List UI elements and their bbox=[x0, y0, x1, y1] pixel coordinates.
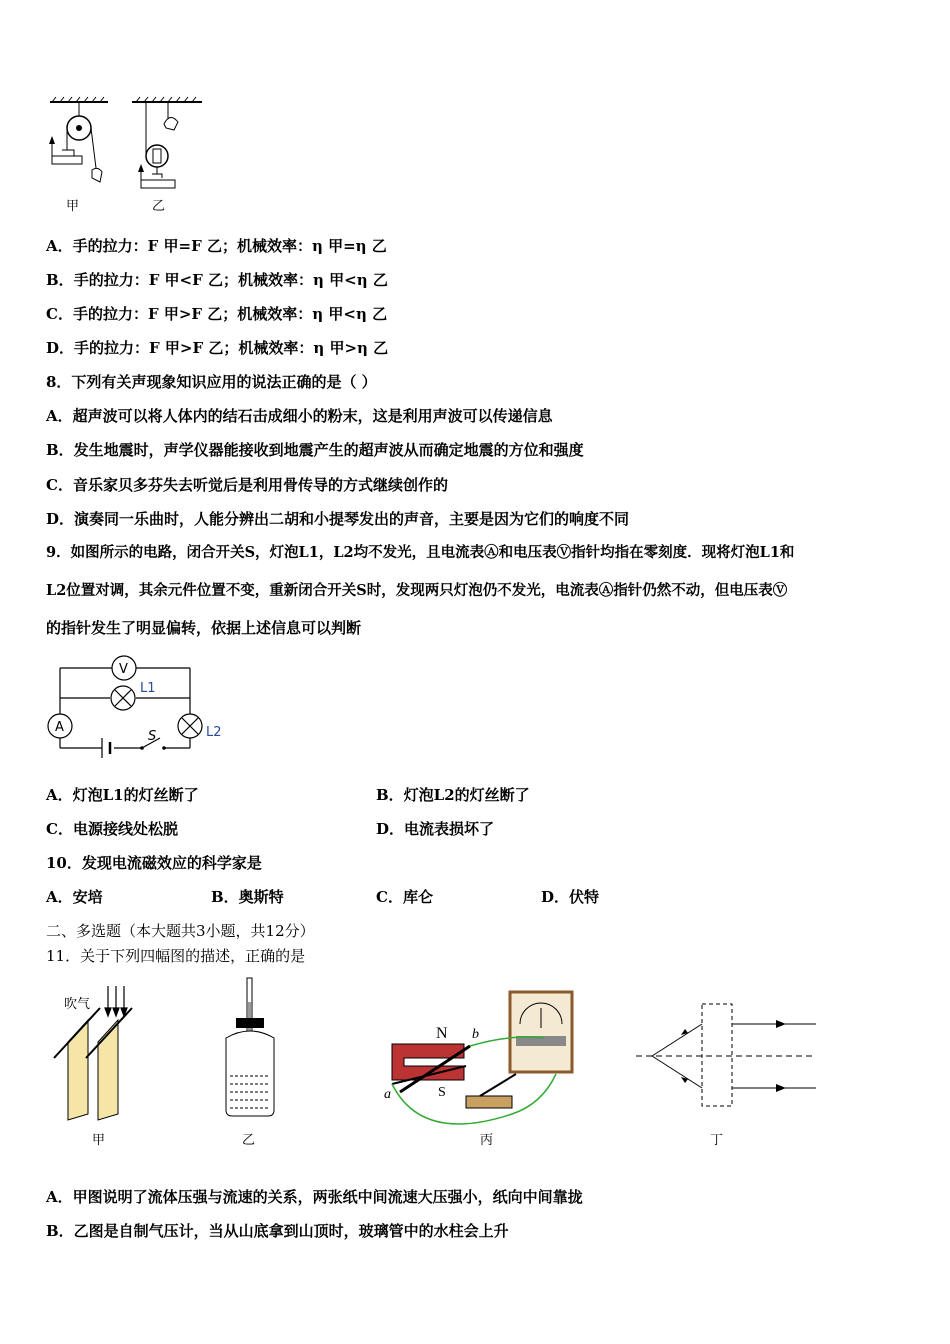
section-heading: 二、多选题（本大题共3小题，共12分） bbox=[46, 922, 315, 940]
q8-option-d: D．演奏同一乐曲时，人能分辨出二胡和小提琴发出的声音，主要是因为它们的响度不同 bbox=[46, 510, 630, 528]
circuit-ammeter-label: A bbox=[55, 720, 64, 735]
figure-label-ding: 丁 bbox=[710, 1133, 724, 1148]
q9-option-a: A．灯泡L1的灯丝断了 bbox=[46, 786, 199, 804]
figure-label-yi: 乙 bbox=[242, 1133, 256, 1148]
circuit-l1-label: L1 bbox=[140, 681, 156, 696]
circuit-switch-label: S bbox=[148, 729, 157, 744]
figure-label-bing: 丙 bbox=[480, 1133, 494, 1148]
q8-option-b: B．发生地震时，声学仪器能接收到地震产生的超声波从而确定地震的方位和强度 bbox=[46, 441, 584, 459]
q7-option-d: D．手的拉力：F 甲>F 乙；机械效率：η 甲>η 乙 bbox=[46, 339, 389, 357]
q10-option-d: D．伏特 bbox=[541, 888, 600, 906]
q8-stem: 8．下列有关声现象知识应用的说法正确的是（ ） bbox=[46, 373, 377, 391]
q10-option-b: B．奥斯特 bbox=[211, 888, 284, 906]
blow-label: 吹气 bbox=[64, 997, 91, 1012]
q7-option-a: A．手的拉力：F 甲=F 乙；机械效率：η 甲=η 乙 bbox=[46, 237, 387, 255]
magnet-north-label: N bbox=[436, 1025, 448, 1042]
q10-option-a: A．安培 bbox=[46, 888, 103, 906]
wire-end-a-label: a bbox=[384, 1087, 391, 1102]
q9-stem-line2: L2位置对调，其余元件位置不变，重新闭合开关S时，发现两只灯泡仍不发光，电流表Ⓐ指针仍然不动，但电压表Ⓥ bbox=[46, 582, 788, 599]
figure-label-jia: 甲 bbox=[92, 1133, 106, 1148]
pulley-label-yi: 乙 bbox=[152, 199, 166, 214]
q9-option-d: D．电流表损坏了 bbox=[376, 820, 495, 838]
q10-stem: 10．发现电流磁效应的科学家是 bbox=[46, 854, 262, 872]
circuit-voltmeter-label: V bbox=[119, 662, 128, 677]
q9-stem-line1: 9．如图所示的电路，闭合开关S，灯泡L1，L2均不发光，且电流表Ⓐ和电压表Ⓥ指针均指在零刻度．现将灯泡L1和 bbox=[46, 544, 795, 561]
q8-option-c: C．音乐家贝多芬失去听觉后是利用骨传导的方式继续创作的 bbox=[46, 476, 448, 494]
wire-end-b-label: b bbox=[472, 1027, 479, 1042]
magnet-south-label: S bbox=[438, 1085, 446, 1100]
q9-option-b: B．灯泡L2的灯丝断了 bbox=[376, 786, 530, 804]
q10-option-c: C．库仑 bbox=[376, 888, 433, 906]
pulley-label-jia: 甲 bbox=[66, 199, 80, 214]
pulley-figure bbox=[44, 94, 214, 216]
q7-option-c: C．手的拉力：F 甲>F 乙；机械效率：η 甲<η 乙 bbox=[46, 305, 388, 323]
q11-figures bbox=[40, 972, 830, 1152]
q8-option-a: A．超声波可以将人体内的结石击成细小的粉末，这是利用声波可以传递信息 bbox=[46, 407, 553, 425]
q9-option-c: C．电源接线处松脱 bbox=[46, 820, 178, 838]
q7-option-b: B．手的拉力：F 甲<F 乙；机械效率：η 甲<η 乙 bbox=[46, 271, 388, 289]
q11-option-a: A．甲图说明了流体压强与流速的关系，两张纸中间流速大压强小，纸向中间靠拢 bbox=[46, 1188, 583, 1206]
q9-stem-line3: 的指针发生了明显偏转，依据上述信息可以判断 bbox=[46, 619, 362, 637]
circuit-diagram bbox=[44, 650, 234, 772]
q11-stem: 11．关于下列四幅图的描述，正确的是 bbox=[46, 947, 306, 965]
circuit-l2-label: L2 bbox=[206, 725, 222, 740]
q11-option-b: B．乙图是自制气压计，当从山底拿到山顶时，玻璃管中的水柱会上升 bbox=[46, 1222, 509, 1240]
